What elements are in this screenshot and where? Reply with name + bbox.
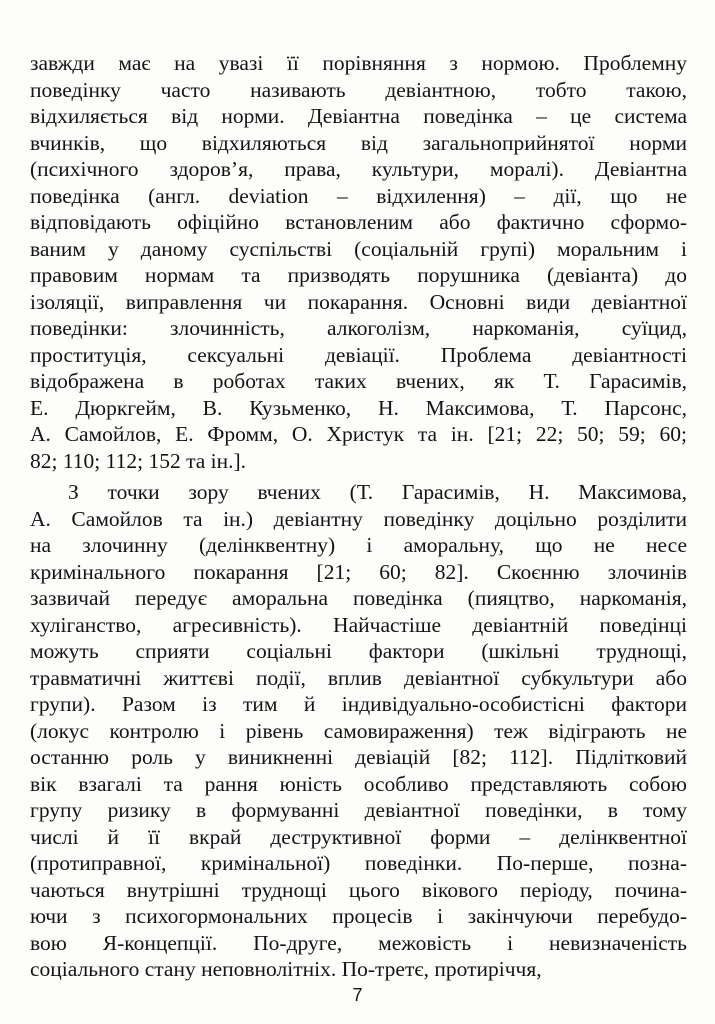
text-line: завжди має на увазі її порівняння з нормою. Проблемну bbox=[30, 51, 687, 75]
body-text bbox=[30, 50, 687, 983]
text-line: поведінки: злочинність, алкоголізм, наркоманія, суїцид, bbox=[30, 316, 687, 340]
text-line: (психічного здоров’я, права, культури, моралі). Девіантна bbox=[30, 157, 687, 181]
text-line: (протиправної, кримінальної) поведінки. По-перше, позна- bbox=[30, 851, 687, 875]
text-line: на злочинну (делінквентну) і аморальну, що не несе bbox=[30, 533, 687, 557]
text-line: групу ризику в формуванні девіантної поведінки, в тому bbox=[30, 798, 687, 822]
text-line: 82; 110; 112; 152 та ін.]. bbox=[30, 448, 247, 473]
text-line: відхиляється від норми. Девіантна поведінка – це система bbox=[30, 104, 687, 128]
text-line: ваним у даному суспільстві (соціальній групі) моральним і bbox=[30, 236, 687, 261]
text-line: вік взагалі та рання юність особливо представляють собою bbox=[30, 771, 687, 796]
text-line: чаються внутрішні труднощі цього вікового періоду, почина- bbox=[30, 877, 687, 902]
text-line: поведінка (англ. deviation – відхилення) – дії, що не bbox=[30, 183, 687, 208]
text-line: поведінку часто називають девіантною, тобто такою, bbox=[30, 77, 687, 102]
paragraph bbox=[30, 50, 687, 474]
text-line: А. Самойлов, Е. Фромм, О. Христук та ін. [21; 22; 50; 59; 60; bbox=[30, 422, 687, 446]
text-line: числі й її вкрай деструктивної форми – делінквентної bbox=[30, 824, 687, 849]
page-number: 7 bbox=[352, 985, 363, 1005]
text-line: З точки зору вчених (Т. Гарасимів, Н. Максимова, bbox=[68, 480, 687, 504]
text-line: А. Самойлов та ін.) девіантну поведінку доцільно розділити bbox=[30, 506, 687, 531]
text-line: останню роль у виникненні девіацій [82; 112]. Підлітковий bbox=[30, 745, 687, 769]
text-line: (локус контролю і рівень самовираження) теж відіграють не bbox=[30, 718, 687, 743]
text-line: соціального стану неповнолітніх. По-третє, протиріччя, bbox=[30, 957, 542, 981]
text-line: хуліганство, агресивність). Найчастіше девіантній поведінці bbox=[30, 612, 687, 637]
text-line: Е. Дюркгейм, В. Кузьменко, Н. Максимова, Т. Парсонс, bbox=[30, 395, 687, 420]
text-line: проституція, сексуальні девіації. Проблема девіантності bbox=[30, 342, 687, 367]
text-line: травматичні життєві події, вплив девіантної субкультури або bbox=[30, 665, 687, 690]
text-line: кримінального покарання [21; 60; 82]. Скоєнню злочинів bbox=[30, 559, 687, 584]
text-line: правовим нормам та призводять порушника (девіанта) до bbox=[30, 263, 687, 287]
text-line: можуть сприяти соціальні фактори (шкільні труднощі, bbox=[30, 639, 687, 663]
text-line: вчинків, що відхиляються від загальноприйнятої норми bbox=[30, 130, 687, 155]
text-line: групи). Разом із тим й індивідуально-особистісні фактори bbox=[30, 692, 687, 716]
text-line: ючи з психогормональних процесів і закінчуючи перебудо- bbox=[30, 904, 687, 928]
text-line: ізоляції, виправлення чи покарання. Основні види девіантної bbox=[30, 289, 687, 314]
text-line: вою Я-концепції. По-друге, межовість і невизначеність bbox=[30, 930, 687, 955]
text-line: відображена в роботах таких вчених, як Т. Гарасимів, bbox=[30, 369, 687, 393]
text-line: відповідають офіційно встановленим або фактично сформо- bbox=[30, 210, 687, 234]
text-line: зазвичай передує аморальна поведінка (пияцтво, наркоманія, bbox=[30, 586, 687, 610]
paragraph bbox=[30, 479, 687, 983]
